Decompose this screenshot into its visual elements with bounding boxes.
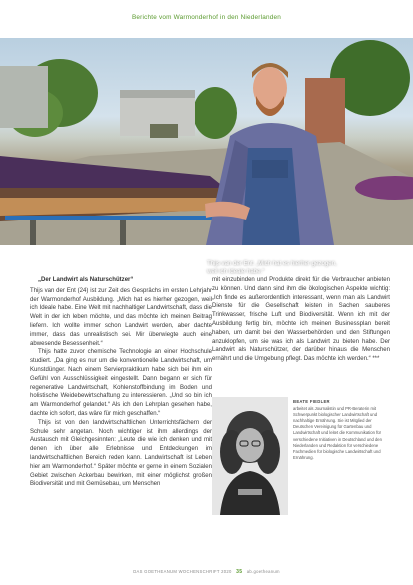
article-paragraph: Thijs ist von den landwirtschaftlichen Unterrichtsfächern der Schule sehr angetan. Noch wichtiger ist ihm allerdings der Austausch mit Gleichgesinnten: „Leute die wie ich denken und mit denen ich über alle Erlebnisse und Entdeckungen im landwirtschaftlichen Bereich reden kann. Landwirtschaft ist Leben hier am Warmonderhof.“ Später möchte er gerne in einem Sozialen Gebiet zwischen Ackerbau bewirken, mit einer möglichst großen Biodiversität und mit Gemüsebau, um Menschen [30,419,212,488]
page-footer [0,569,413,575]
photo-caption [207,260,407,276]
article-paragraph: mit einzubinden und Produkte direkt für die Verbraucher anbieten zu können. Und dann sind ihm die ökologischen Aspekte wichtig: „Ich finde es außerordentlich interessant, wenn man als Landwirt Dienste für die Gesellschaft leisten in Sachen sauberes Trinkwasser, frische Luft und Biodiversität. Wenn ich mit der Ausbildung fertig bin, möchte ich meinen Businessplan bereit haben, um damit bei den Wasserbehörden und den Stiftungen anzuklopfen, um sie was ich als Landwirt zu bieten habe. Der Landwirt als Naturschützer, der darüber hinaus die Menschen ernährt und die Umgebung pflegt. Das möchte ich werden.“ *** [212,277,390,363]
article-column-right [212,276,390,364]
footer-publication: DAS GOETHEANUM WOCHENSCHRIFT 2020 [133,569,232,574]
article-paragraph: Thijs van der Ent (24) ist zur Zeit des Gesprächs im ersten Lehrjahr der Warmonderhof Ausbildung. „Mich hat es hierher gezogen, weil ich Ideale habe. Eine Welt mit nachhaltiger Landwirtschaft, dass die Welt in der ich leben möchte, und das möchte ich meinen Beitrag liefern. Ich wollte immer schon Landwirt werden, aber dachte immer, dass das unrealistisch sei. Mir überwiegte auch eine abwesende Besessenheit.“ [30,287,212,347]
greenhouse-scene-illustration [0,38,413,245]
caption-line: weil ich Ideale habe.“ [207,268,265,275]
section-heading: „Der Landwirt als Naturschützer“ [38,277,134,283]
article-column-left [30,276,212,489]
hero-photo [0,38,413,275]
author-portrait [212,397,288,515]
footer-section: ab.goetheanum [246,569,280,574]
author-bio-text: arbeitet als Journalistin und PR-Beraterin mit Schwerpunkt biologischer Landwirtschaft und nachhaltige Ernährung. Sie ist Mitglied der Deutschen Vereinigung für Gartenbau und Landwirtschaft und leitet die Kommunikation für verschiedene Initiativen in Deutschland und den Niederlanden und Redaktion für verschiedene Fachmedien für biologische Landwirtschaft und Ernährung. [293,406,382,460]
author-name: BEATE FIEDLER [293,399,330,404]
caption-line: Thijs van der Ent: „Mich hat es hierher gezogen, [207,260,337,267]
article-paragraph: Thijs hatte zuvor chemische Technologie an einer Hochschule studiert. „Da ging es nur um die konventionelle Landwirtschaft, um Kunstdünger. Nach einem Servierpraktikum habe sich bei ihm ein Gefühl von Ausschlüssigkeit eingestellt. Dann begann er sich für regenerative Landwirtschaft, Kohlenstoffbindung im Boden und holistische Weidebewirtschaftung zu interessieren. „Und so bin ich am Warmonderhof gelandet.“ Als ich den Lehrplan gesehen habe, dachte ich sofort, das wäre für mich geschaffen.“ [30,349,212,417]
article-kicker: Berichte vom Warmonderhof in den Niederlanden [131,14,282,21]
author-portrait-illustration [212,397,288,515]
author-bio [293,399,385,461]
page-number: 35 [236,569,243,575]
